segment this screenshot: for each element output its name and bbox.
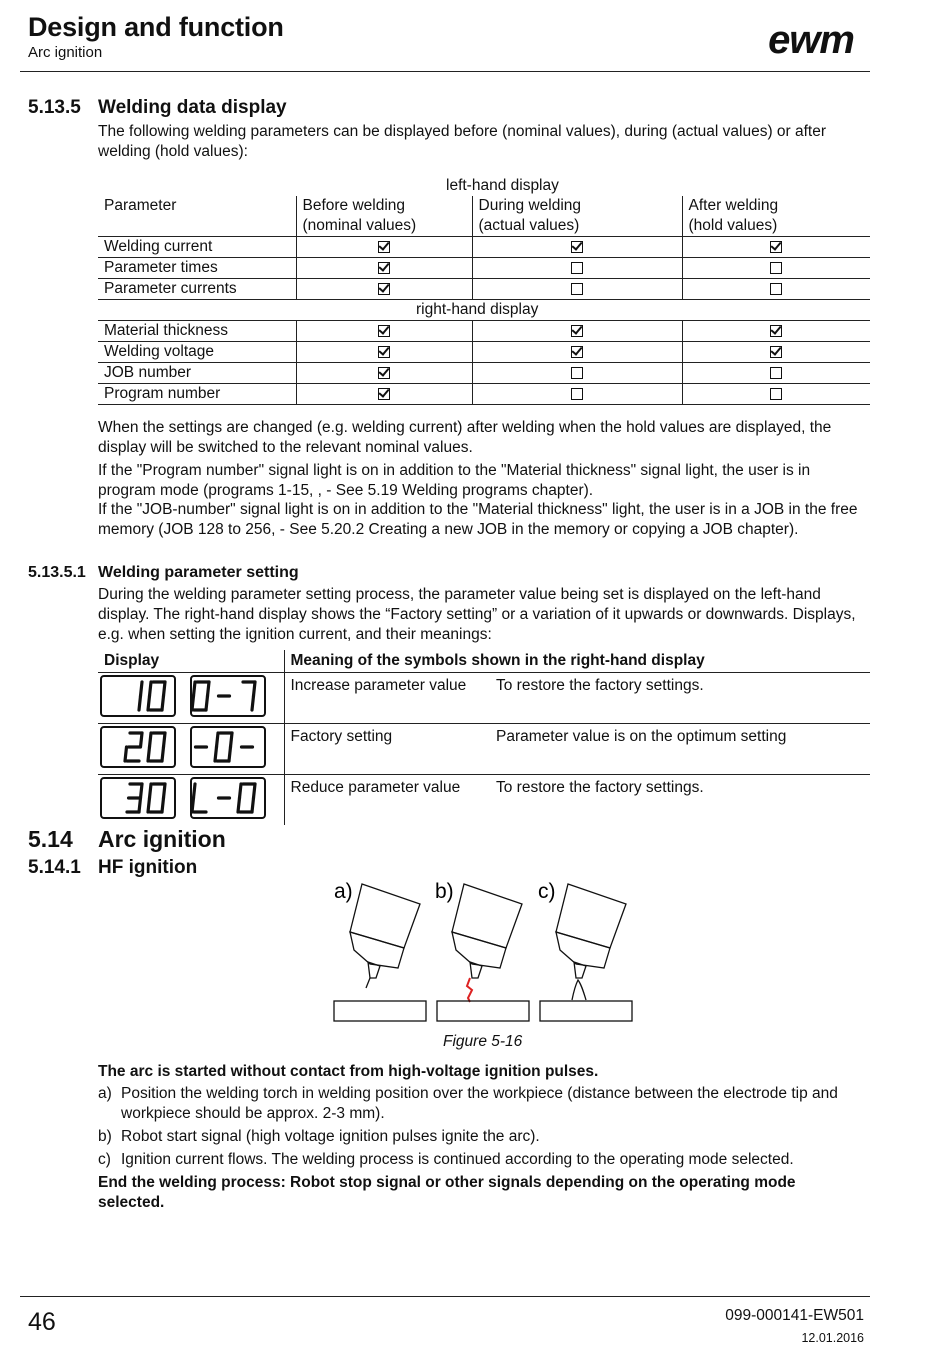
table-row: [98, 258, 870, 279]
list-item: [98, 1150, 863, 1170]
left-segment-display: [100, 777, 176, 819]
cell-during: [472, 342, 682, 363]
parameter-name: Program number: [98, 384, 296, 405]
figure-label-b: b): [435, 880, 454, 903]
cell-during: [472, 258, 682, 279]
hf-steps-list: [98, 1084, 863, 1173]
col-during-1: During welding: [472, 196, 682, 216]
checked-box-icon: [378, 367, 390, 379]
cell-before: [296, 321, 472, 342]
list-item: [98, 1084, 863, 1124]
checked-box-icon: [378, 346, 390, 358]
cell-after: [682, 321, 870, 342]
empty-box-icon: [571, 283, 583, 295]
section-hf-number: 5.14.1: [28, 857, 81, 878]
table-row: [98, 321, 870, 342]
section-arc-ignition-heading: [28, 826, 226, 853]
torch-b-icon: [452, 884, 522, 1002]
subsection-title: Welding parameter setting: [98, 564, 299, 581]
figure-label-a: a): [334, 880, 353, 903]
checked-box-icon: [571, 325, 583, 337]
list-marker: b): [98, 1128, 112, 1145]
header-divider: [20, 71, 870, 72]
torch-a-icon: [350, 884, 420, 988]
right-segment-display: [190, 675, 266, 717]
checked-box-icon: [378, 262, 390, 274]
page-number: 46: [28, 1308, 56, 1336]
parameter-name: Welding voltage: [98, 342, 296, 363]
cell-before: [296, 342, 472, 363]
subsection-heading: [28, 564, 299, 582]
cell-before: [296, 384, 472, 405]
section-hf-heading: [28, 857, 197, 879]
parameter-name: Parameter currents: [98, 279, 296, 300]
empty-box-icon: [770, 388, 782, 400]
workpiece-b: [437, 1001, 529, 1021]
right-display-group: right-hand display: [296, 300, 870, 321]
empty-box-icon: [571, 262, 583, 274]
footer-divider: [20, 1296, 870, 1297]
cell-after: [682, 363, 870, 384]
cell-before: [296, 258, 472, 279]
checked-box-icon: [770, 346, 782, 358]
display-cell: [98, 775, 284, 826]
cell-after: [682, 258, 870, 279]
document-date: 12.01.2016: [801, 1331, 864, 1345]
workpiece-c: [540, 1001, 632, 1021]
paragraph-hold-values: When the settings are changed (e.g. welding current) after welding when the hold values are displayed, the display will be switched to the relevant nominal values.: [98, 419, 832, 456]
left-display-group: left-hand display: [446, 177, 559, 194]
col-during-2: (actual values): [472, 216, 682, 237]
cell-before: [296, 237, 472, 258]
table-row: [98, 342, 870, 363]
section-number: 5.13.5: [28, 97, 81, 118]
parameter-name: Material thickness: [98, 321, 296, 342]
empty-box-icon: [571, 367, 583, 379]
section-intro: The following welding parameters can be displayed before (nominal values), during (actual values) or after welding (hold values):: [98, 123, 827, 160]
symbol-label: Increase parameter value: [284, 673, 490, 724]
list-marker: c): [98, 1151, 111, 1168]
cell-during: [472, 321, 682, 342]
table-row: [98, 384, 870, 405]
section-arc-number: 5.14: [28, 826, 73, 852]
section-heading: [28, 97, 287, 119]
hf-ignition-figure: [320, 870, 650, 1030]
figure-caption: Figure 5-16: [443, 1033, 523, 1050]
subsection-number: 5.13.5.1: [28, 564, 86, 581]
table-row: [98, 279, 870, 300]
hf-end-bold: End the welding process: Robot stop signal or other signals depending on the operating mode selected.: [98, 1174, 796, 1211]
section-title: Welding data display: [98, 97, 287, 118]
symbol-label: Reduce parameter value: [290, 779, 461, 796]
display-cell: [98, 673, 284, 724]
left-segment-display: [100, 726, 176, 768]
right-segment-display: [190, 777, 266, 819]
cell-before: [296, 279, 472, 300]
cell-after: [682, 384, 870, 405]
parameter-name: Welding current: [98, 237, 296, 258]
section-hf-title: HF ignition: [98, 857, 198, 878]
section-arc-title: Arc ignition: [98, 826, 226, 852]
table-row: [98, 363, 870, 384]
symbol-meaning: To restore the factory settings.: [490, 673, 870, 724]
cell-during: [472, 363, 682, 384]
symbol-meaning: To restore the factory settings.: [496, 779, 704, 796]
subsection-text: During the welding parameter setting process, the parameter value being set is displayed on the left-hand display. The right-hand display shows the “Factory setting” or a variation of it upwards or downwards. Displays, e.g. when setting the ignition current, and their meanings:: [98, 586, 856, 643]
paragraph-job-mode: If the "JOB-number" signal light is on in addition to the "Material thickness" light, the user is in a JOB in the free memory (JOB 128 to 256, - See 5.20.2 Creating a new JOB in the memory or copying a JOB chapter).: [98, 501, 858, 538]
cell-during: [472, 237, 682, 258]
symbol-meaning: Parameter value is on the optimum setting: [490, 724, 870, 775]
display-cell: [98, 724, 284, 775]
right-segment-display: [190, 726, 266, 768]
figure-label-c: c): [538, 880, 556, 903]
parameter-name: Parameter times: [98, 258, 296, 279]
parameter-display-table: [98, 176, 870, 405]
symbol-label: Factory setting: [284, 724, 490, 775]
table-row: [98, 724, 870, 775]
display-symbols-table: [98, 650, 870, 825]
checked-box-icon: [571, 346, 583, 358]
col-after-1: After welding: [682, 196, 870, 216]
cell-after: [682, 279, 870, 300]
left-segment-display: [100, 675, 176, 717]
table-row: [98, 775, 870, 826]
checked-box-icon: [770, 241, 782, 253]
page-header-subtitle: Arc ignition: [28, 44, 103, 61]
col-before-1: Before welding: [296, 196, 472, 216]
checked-box-icon: [770, 325, 782, 337]
checked-box-icon: [571, 241, 583, 253]
hf-intro-bold: The arc is started without contact from high-voltage ignition pulses.: [98, 1063, 599, 1080]
empty-box-icon: [770, 262, 782, 274]
col-before-2: (nominal values): [296, 216, 472, 237]
list-marker: a): [98, 1085, 112, 1102]
cell-after: [682, 342, 870, 363]
brand-logo: ewm: [768, 18, 854, 62]
table-row: [98, 673, 870, 724]
col-after-2: (hold values): [682, 216, 870, 237]
cell-after: [682, 237, 870, 258]
list-item: [98, 1127, 863, 1147]
document-number: 099-000141-EW501: [725, 1307, 864, 1324]
col-meaning: Meaning of the symbols shown in the right-hand display: [284, 650, 870, 673]
list-text: Position the welding torch in welding position over the workpiece (distance between the electrode tip and workpiece should be approx. 2-3 mm).: [121, 1085, 838, 1122]
checked-box-icon: [378, 325, 390, 337]
empty-box-icon: [571, 388, 583, 400]
cell-during: [472, 384, 682, 405]
empty-box-icon: [770, 283, 782, 295]
list-text: Ignition current flows. The welding process is continued according to the operating mode selected.: [121, 1151, 794, 1168]
checked-box-icon: [378, 241, 390, 253]
workpiece-a: [334, 1001, 426, 1021]
cell-during: [472, 279, 682, 300]
list-text: Robot start signal (high voltage ignition pulses ignite the arc).: [121, 1128, 540, 1145]
table-row: [98, 237, 870, 258]
empty-box-icon: [770, 367, 782, 379]
paragraph-program-mode: If the "Program number" signal light is on in addition to the "Material thickness" signal light, the user is in program mode (programs 1-15, , - See 5.19 Welding programs chapter).: [98, 462, 811, 499]
cell-before: [296, 363, 472, 384]
parameter-name: JOB number: [98, 363, 296, 384]
torch-c-icon: [556, 884, 626, 1000]
col-display: Display: [98, 650, 284, 673]
col-parameter: Parameter: [104, 197, 177, 214]
page-header-title: Design and function: [28, 12, 284, 42]
checked-box-icon: [378, 283, 390, 295]
checked-box-icon: [378, 388, 390, 400]
